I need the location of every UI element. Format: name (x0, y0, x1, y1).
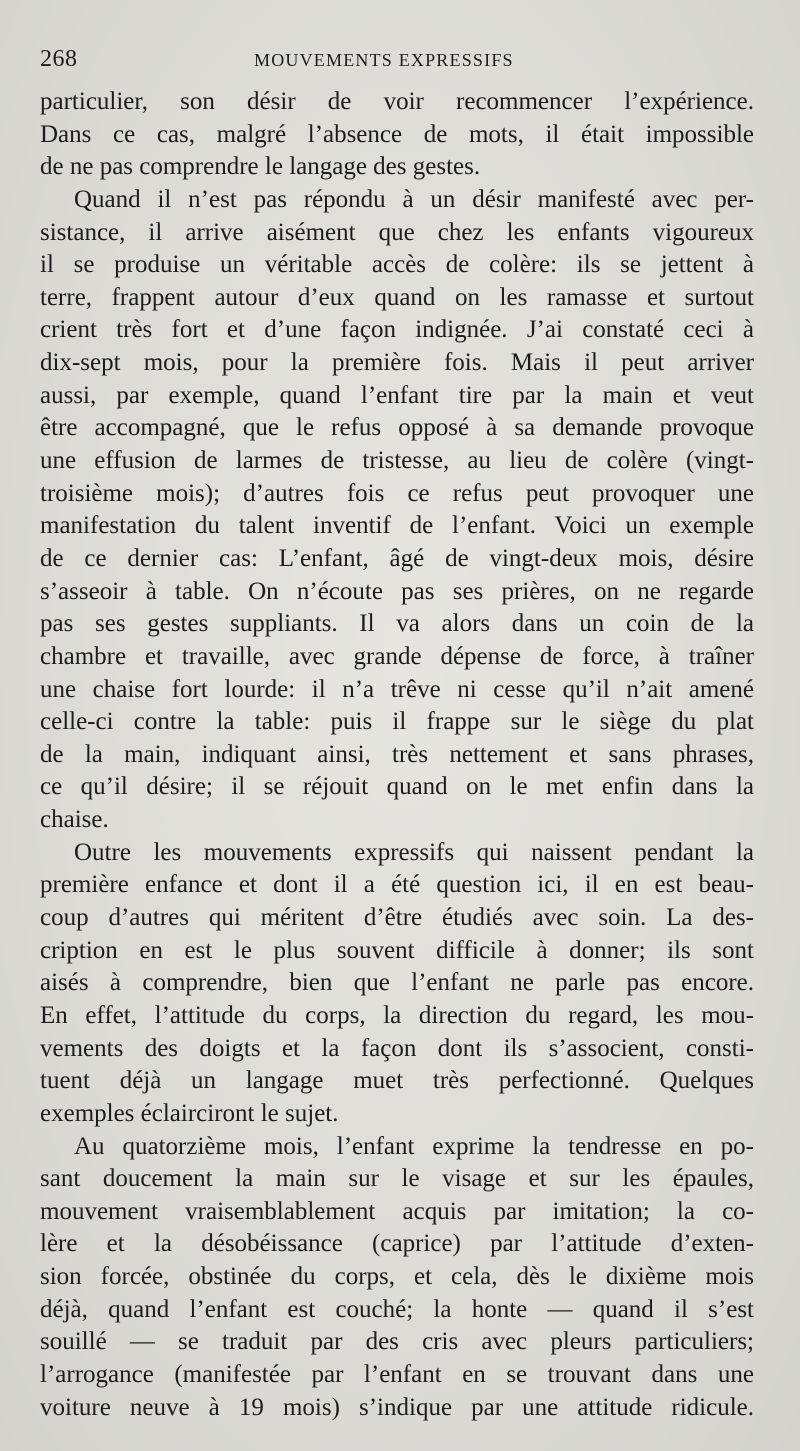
text-line: celle-ci contre la table: puis il frappe sur le siège du plat (40, 708, 754, 736)
text-line: de la main, indiquant ainsi, très nettement et sans phrases, (40, 740, 754, 768)
text-line: mouvement vraisemblablement acquis par imitation; la co- (40, 1197, 754, 1225)
page-number: 268 (40, 46, 78, 72)
text-line: souillé — se traduit par des cris avec pleurs particuliers; (40, 1328, 754, 1356)
text-line: sant doucement la main sur le visage et sur les épaules, (40, 1165, 754, 1193)
text-line: déjà, quand l’enfant est couché; la honte — quand il s’est (40, 1295, 754, 1323)
text-line: Quand il n’est pas répondu à un désir manifesté avec per- (74, 185, 754, 213)
text-line: aussi, par exemple, quand l’enfant tire par la main et veut (40, 381, 754, 409)
text-line: chaise. (40, 806, 109, 834)
text-line: une chaise fort lourde: il n’a trêve ni cesse qu’il n’ait amené (40, 675, 754, 703)
text-line: crient très fort et d’une façon indignée. J’ai constaté ceci à (40, 316, 754, 344)
text-line: dix-sept mois, pour la première fois. Mais il peut arriver (40, 349, 754, 377)
text-line: être accompagné, que le refus opposé à sa demande provoque (40, 414, 754, 442)
text-line: Outre les mouvements expressifs qui naissent pendant la (74, 838, 754, 866)
running-title: MOUVEMENTS EXPRESSIFS (254, 50, 514, 70)
text-line: une effusion de larmes de tristesse, au lieu de colère (vingt- (40, 447, 754, 475)
text-line: troisième mois); d’autres fois ce refus peut provoquer une (40, 479, 754, 507)
text-line: lère et la désobéissance (caprice) par l’attitude d’exten- (40, 1230, 754, 1258)
text-line: s’asseoir à table. On n’écoute pas ses prières, on ne regarde (40, 577, 754, 605)
text-line: aisés à comprendre, bien que l’enfant ne parle pas encore. (40, 969, 754, 997)
text-line: il se produise un véritable accès de colère: ils se jettent à (40, 251, 754, 279)
text-line: chambre et travaille, avec grande dépense de force, à traîner (40, 642, 754, 670)
text-line: sistance, il arrive aisément que chez les enfants vigoureux (40, 218, 754, 246)
page-header (40, 46, 760, 76)
text-line: vements des doigts et la façon dont ils s’associent, consti- (40, 1034, 754, 1062)
text-line: première enfance et dont il a été question ici, il en est beau- (40, 871, 754, 899)
text-line: particulier, son désir de voir recommencer l’expérience. (40, 88, 754, 115)
text-line: terre, frappent autour d’eux quand on les ramasse et surtout (40, 283, 754, 311)
text-line: de ne pas comprendre le langage des gestes. (40, 153, 481, 181)
text-line: Dans ce cas, malgré l’absence de mots, il était impossible (40, 120, 754, 148)
text-line: l’arrogance (manifestée par l’enfant en se trouvant dans une (40, 1360, 754, 1388)
text-line: sion forcée, obstinée du corps, et cela, dès le dixième mois (40, 1263, 754, 1291)
text-line: tuent déjà un langage muet très perfectionné. Quelques (40, 1067, 754, 1095)
text-line: manifestation du talent inventif de l’enfant. Voici un exemple (40, 512, 754, 540)
text-line: coup d’autres qui méritent d’être étudiés avec soin. La des- (40, 904, 754, 932)
text-line: de ce dernier cas: L’enfant, âgé de vingt-deux mois, désire (40, 544, 754, 572)
body-text (40, 86, 754, 1424)
text-line: cription en est le plus souvent difficile à donner; ils sont (40, 936, 754, 964)
text-line: exemples éclairciront le sujet. (40, 1099, 339, 1127)
text-line: pas ses gestes suppliants. Il va alors dans un coin de la (40, 610, 754, 638)
text-line: ce qu’il désire; il se réjouit quand on le met enfin dans la (40, 773, 754, 801)
text-line: En effet, l’attitude du corps, la direction du regard, les mou- (40, 1001, 754, 1029)
text-line: voiture neuve à 19 mois) s’indique par une attitude ridicule. (40, 1393, 754, 1421)
text-line: Au quatorzième mois, l’enfant exprime la tendresse en po- (74, 1132, 754, 1160)
